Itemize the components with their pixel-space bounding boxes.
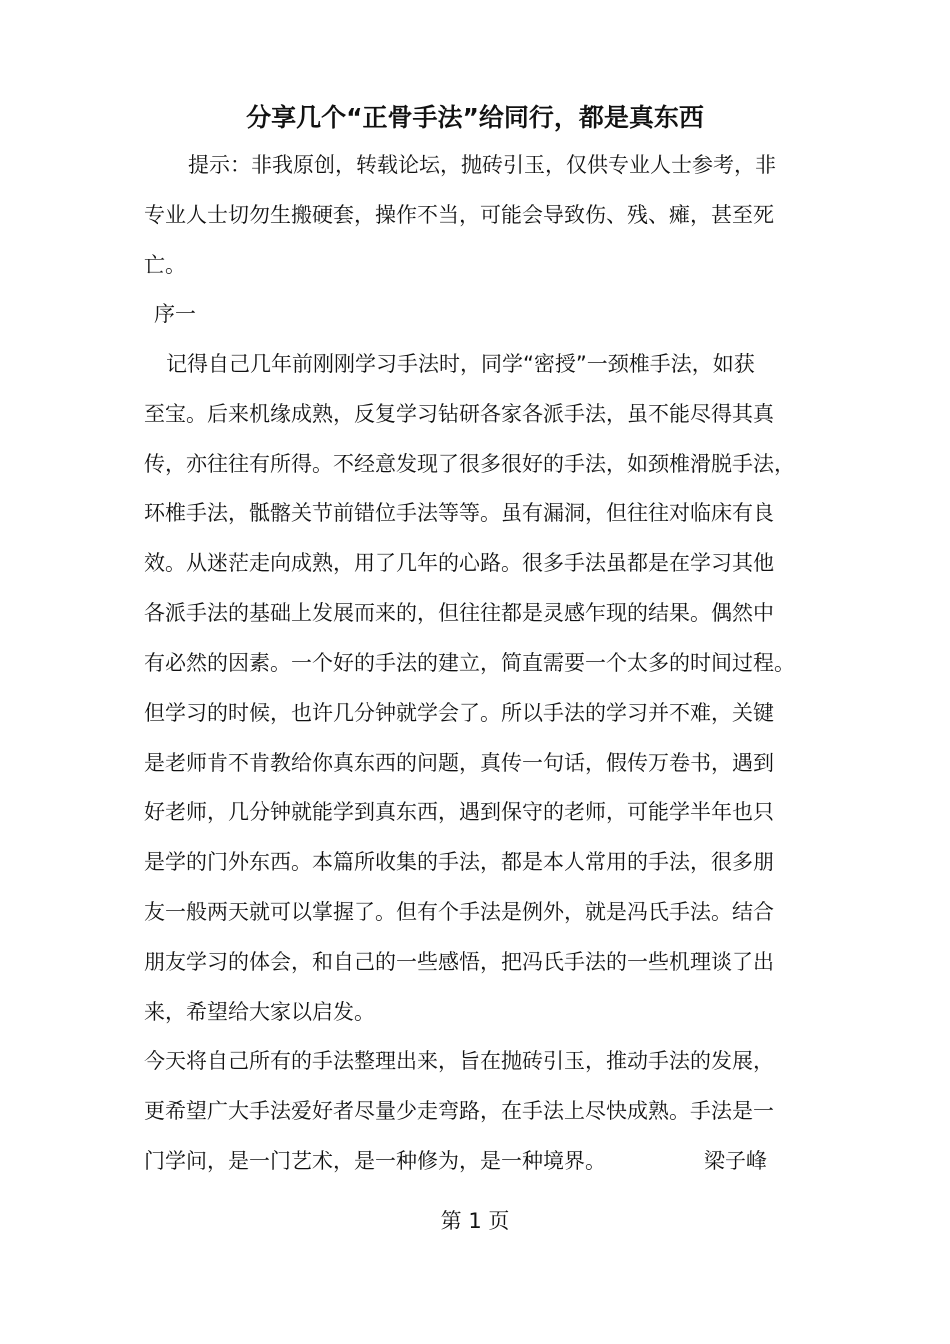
body-line: 至宝。后来机缘成熟，反复学习钻研各家各派手法，虽不能尽得其真 <box>144 402 774 426</box>
body-line: 门学问，是一门艺术，是一种修为，是一种境界。 <box>144 1149 606 1173</box>
notice-line: 亡。 <box>144 253 186 277</box>
document-title: 分享几个“正骨手法”给同行，都是真东西 <box>246 103 704 132</box>
body-line: 友一般两天就可以掌握了。但有个手法是例外，就是冯氏手法。结合 <box>144 900 774 924</box>
body-line: 但学习的时候，也许几分钟就学会了。所以手法的学习并不难，关键 <box>144 701 774 725</box>
body-line: 各派手法的基础上发展而来的，但往往都是灵感乍现的结果。偶然中 <box>144 601 774 625</box>
body-line: 好老师，几分钟就能学到真东西，遇到保守的老师，可能学半年也只 <box>144 800 774 824</box>
body-line: 今天将自己所有的手法整理出来，旨在抛砖引玉，推动手法的发展， <box>144 1049 774 1073</box>
body-line: 是学的门外东西。本篇所收集的手法，都是本人常用的手法，很多朋 <box>144 850 774 874</box>
body-line: 是老师肯不肯教给你真东西的问题，真传一句话，假传万卷书，遇到 <box>144 751 774 775</box>
body-line: 更希望广大手法爱好者尽量少走弯路，在手法上尽快成熟。手法是一 <box>144 1099 774 1123</box>
body-line: 效。从迷茫走向成熟，用了几年的心路。很多手法虽都是在学习其他 <box>144 551 774 575</box>
body-line: 传，亦往往有所得。不经意发现了很多很好的手法，如颈椎滑脱手法， <box>144 452 795 476</box>
author-signature: 梁子峰 <box>704 1149 767 1173</box>
notice-line: 专业人士切勿生搬硬套，操作不当，可能会导致伤、残、瘫，甚至死 <box>144 203 774 227</box>
page-number: 第 1 页 <box>440 1209 510 1233</box>
body-line: 有必然的因素。一个好的手法的建立，简直需要一个太多的时间过程。 <box>144 651 795 675</box>
section-heading: 序一 <box>154 302 196 326</box>
notice-line: 提示：非我原创，转载论坛，抛砖引玉，仅供专业人士参考，非 <box>188 153 776 177</box>
body-line: 朋友学习的体会，和自己的一些感悟，把冯氏手法的一些机理谈了出 <box>144 950 774 974</box>
body-line: 环椎手法，骶髂关节前错位手法等等。虽有漏洞，但往往对临床有良 <box>144 501 774 525</box>
body-line: 记得自己几年前刚刚学习手法时，同学“密授”一颈椎手法，如获 <box>166 352 755 376</box>
body-line: 来，希望给大家以启发。 <box>144 1000 375 1024</box>
